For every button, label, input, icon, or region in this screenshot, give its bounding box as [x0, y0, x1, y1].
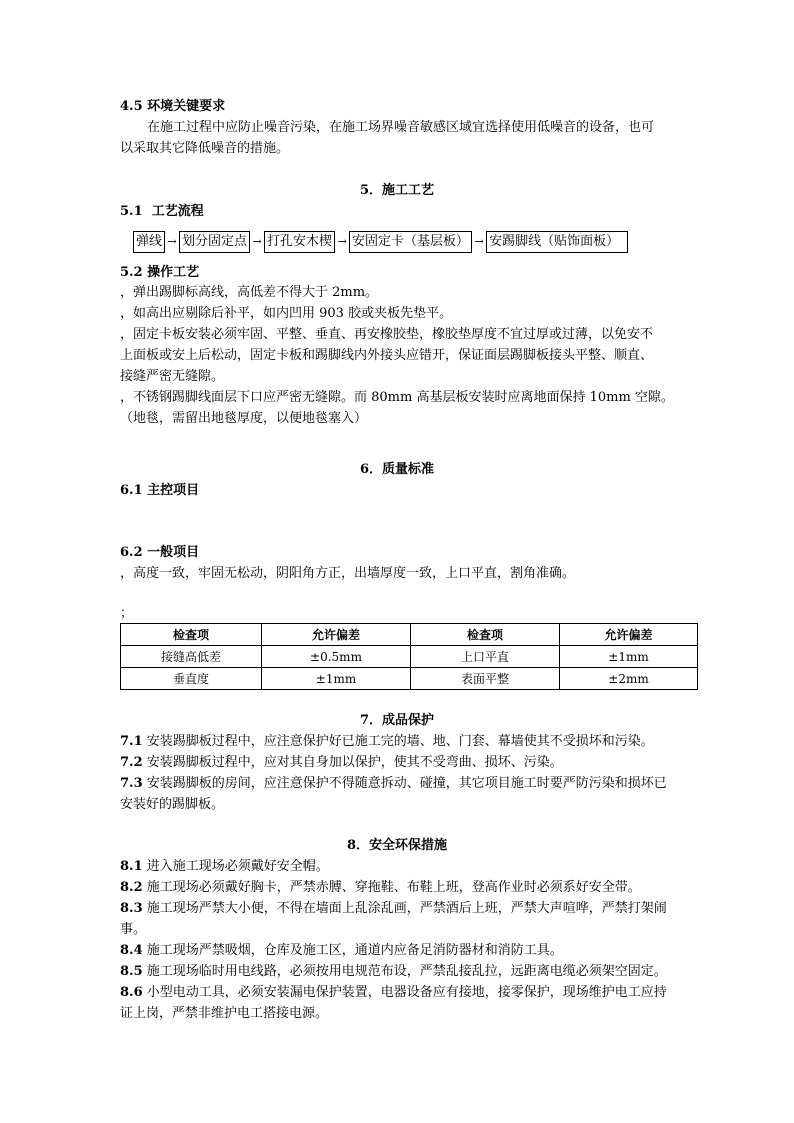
- process-line: ，如高出应剔除后补平，如内凹用 903 胶或夹板先垫平。: [120, 306, 453, 321]
- table-cell: 接缝高低差: [121, 646, 262, 668]
- table-cell: ±1mm: [560, 646, 698, 668]
- flow-arrow-icon: →: [252, 235, 262, 248]
- safety-item-continued: 事。: [120, 922, 147, 937]
- table-cell: ±2mm: [560, 668, 698, 690]
- section-8-title: 8．安全环保措施: [346, 838, 448, 853]
- section-6-2-heading: 6.2 一般项目: [120, 545, 200, 560]
- protection-item: 7.2 安装踢脚板过程中，应对其自身加以保护，使其不受弯曲、损坏、污染。: [120, 755, 563, 770]
- process-line: ，固定卡板安装必须牢固、平整、垂直、再安橡胶垫，橡胶垫厚度不宜过厚或过薄，以免安不: [120, 327, 654, 342]
- process-flow: [133, 231, 628, 253]
- flow-step-5: 安踢脚线（贴饰面板）: [486, 231, 628, 253]
- flow-arrow-icon: →: [474, 235, 484, 248]
- process-line: 接缝严密无缝隙。: [120, 369, 225, 384]
- section-4-5-line-1: 在施工过程中应防止噪音污染，在施工场界噪音敏感区域宜选择使用低噪音的设备，也可: [147, 120, 655, 135]
- table-cell: 上口平直: [411, 646, 560, 668]
- safety-item: 8.3 施工现场严禁大小便，不得在墙面上乱涂乱画，严禁酒后上班，严禁大声喧哗，严禁打架闹: [120, 901, 667, 916]
- header-cell: 检查项: [121, 624, 262, 646]
- header-cell: 检查项: [411, 624, 560, 646]
- table-cell: ±1mm: [262, 668, 411, 690]
- protection-item: 7.3 安装踢脚板的房间，应注意保护不得随意拆动、碰撞，其它项目施工时要严防污染和损坏已: [120, 776, 667, 791]
- protection-item: 7.1 安装踢脚板过程中，应注意保护好已施工完的墙、地、门套、幕墙使其不受损坏和污染。: [120, 734, 654, 749]
- section-5-title: 5．施工工艺: [359, 183, 435, 198]
- flow-step-2: 划分固定点: [179, 231, 250, 253]
- flow-arrow-icon: →: [337, 235, 347, 248]
- section-4-5-heading: 4.5 环境关键要求: [120, 99, 226, 114]
- flow-step-4: 安固定卡（基层板）: [349, 231, 472, 253]
- table-header-row: [121, 624, 698, 646]
- process-line: ，弹出踢脚标高线，高低差不得大于 2mm。: [120, 285, 379, 300]
- safety-item: 8.2 施工现场必须戴好胸卡，严禁赤膊、穿拖鞋、布鞋上班，登高作业时必须系好安全带。: [120, 880, 641, 895]
- flow-arrow-icon: →: [167, 235, 177, 248]
- section-6-1-heading: 6.1 主控项目: [120, 483, 200, 498]
- safety-item: 8.6 小型电动工具，必须安装漏电保护装置，电器设备应有接地，接零保护，现场维护电工应持: [120, 985, 667, 1000]
- section-4-5-line-2: 以采取其它降低噪音的措施。: [120, 141, 290, 156]
- table-cell: 垂直度: [121, 668, 262, 690]
- header-cell: 允许偏差: [262, 624, 411, 646]
- table-row: [121, 668, 698, 690]
- flow-step-3: 打孔安木楔: [264, 231, 335, 253]
- quality-line: ，高度一致，牢固无松动，阴阳角方正，出墙厚度一致，上口平直，割角准确。: [120, 566, 576, 581]
- tolerance-table: [120, 623, 698, 690]
- section-7-title: 7．成品保护: [359, 713, 435, 728]
- protection-item-continued: 安装好的踢脚板。: [120, 797, 225, 812]
- process-line: 上面板或安上后松动，固定卡板和踢脚线内外接头应错开，保证面层踢脚板接头平整、顺直、: [120, 348, 654, 363]
- safety-item: 8.5 施工现场临时用电线路，必须按用电规范布设，严禁乱接乱拉，远距离电缆必须架空固定。: [120, 964, 667, 979]
- table-caption: ；: [120, 606, 134, 621]
- safety-item: 8.4 施工现场严禁吸烟，仓库及施工区，通道内应备足消防器材和消防工具。: [120, 943, 563, 958]
- table-cell: 表面平整: [411, 668, 560, 690]
- safety-item: 8.1 进入施工现场必须戴好安全帽。: [120, 859, 329, 874]
- process-line: （地毯，需留出地毯厚度，以便地毯塞入）: [120, 411, 368, 426]
- flow-step-1: 弹线: [133, 231, 165, 253]
- table-cell: ±0.5mm: [262, 646, 411, 668]
- table-row: [121, 646, 698, 668]
- header-cell: 允许偏差: [560, 624, 698, 646]
- section-5-2-heading: 5.2 操作工艺: [120, 265, 200, 280]
- section-6-title: 6．质量标准: [359, 462, 435, 477]
- process-line: ，不锈钢踢脚线面层下口应严密无缝隙。而 80mm 高基层板安装时应离地面保持 10mm 空隙。: [120, 390, 674, 405]
- safety-item-continued: 证上岗，严禁非维护电工搭接电源。: [120, 1006, 329, 1021]
- section-5-1-heading: 5.1 工艺流程: [120, 204, 204, 219]
